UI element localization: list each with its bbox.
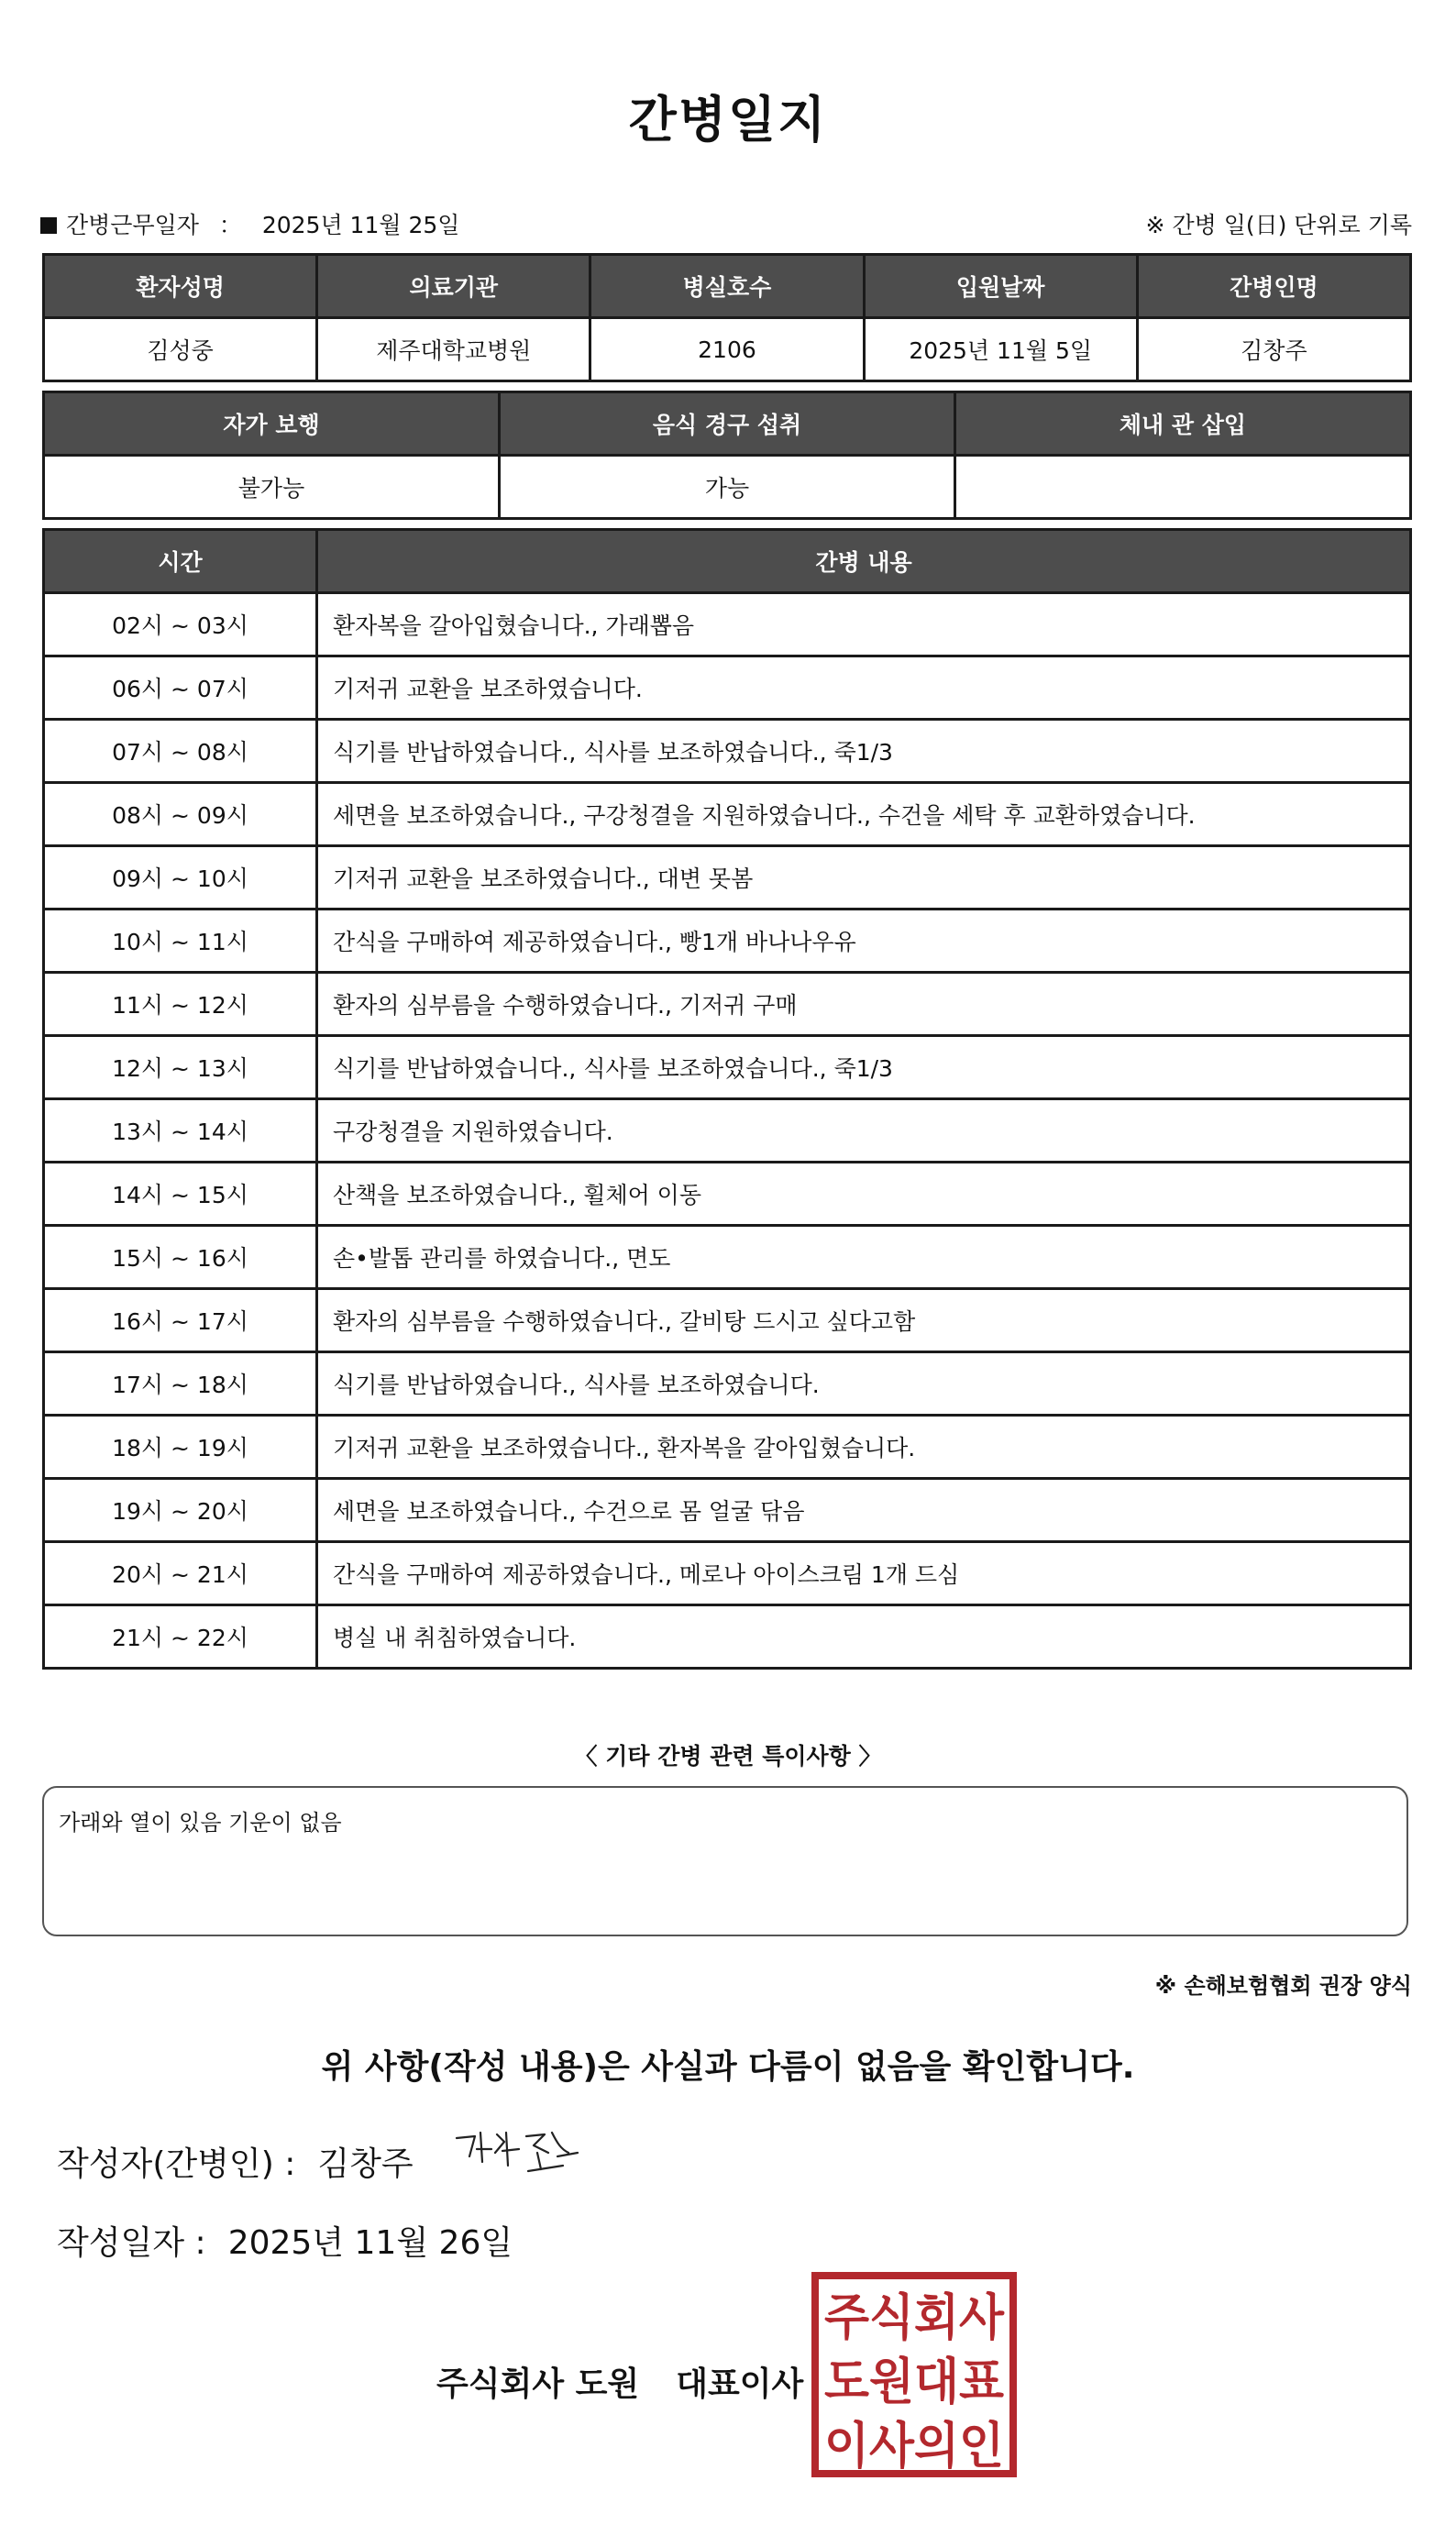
company-seal bbox=[811, 2272, 1017, 2477]
log-time: 19시 ~ 20시 bbox=[44, 1479, 317, 1542]
patient-info-header-row bbox=[44, 255, 1411, 318]
care-log-table bbox=[42, 528, 1412, 1670]
log-content: 식기를 반납하였습니다., 식사를 보조하였습니다., 죽1/3 bbox=[317, 1036, 1411, 1099]
seal-text-line: 도원대표 bbox=[824, 2353, 1004, 2410]
log-content: 식기를 반납하였습니다., 식사를 보조하였습니다., 죽1/3 bbox=[317, 720, 1411, 783]
header-patient-name: 환자성명 bbox=[44, 255, 317, 318]
header-tube-insertion: 체내 관 삽입 bbox=[955, 392, 1411, 456]
page-title: 간병일지 bbox=[628, 91, 828, 149]
log-content: 기저귀 교환을 보조하였습니다., 대변 못봄 bbox=[317, 846, 1411, 910]
log-content: 환자의 심부름을 수행하였습니다., 기저귀 구매 bbox=[317, 973, 1411, 1036]
care-log-row bbox=[44, 1416, 1411, 1479]
log-content: 식기를 반납하였습니다., 식사를 보조하였습니다. bbox=[317, 1352, 1411, 1416]
log-content: 기저귀 교환을 보조하였습니다. bbox=[317, 656, 1411, 720]
log-content: 손•발톱 관리를 하였습니다., 면도 bbox=[317, 1226, 1411, 1289]
care-log-row bbox=[44, 1542, 1411, 1605]
care-log-row bbox=[44, 783, 1411, 846]
log-content: 세면을 보조하였습니다., 구강청결을 지원하였습니다., 수건을 세탁 후 교환하였습니다. bbox=[317, 783, 1411, 846]
writer-name: 김창주 bbox=[317, 2145, 414, 2183]
log-content: 세면을 보조하였습니다., 수건으로 몸 얼굴 닦음 bbox=[317, 1479, 1411, 1542]
handwritten-signature bbox=[449, 2125, 596, 2180]
patient-info-table bbox=[42, 253, 1412, 382]
patient-name: 김성중 bbox=[44, 318, 317, 381]
log-time: 06시 ~ 07시 bbox=[44, 656, 317, 720]
log-content: 구강청결을 지원하였습니다. bbox=[317, 1099, 1411, 1163]
care-log-row bbox=[44, 1036, 1411, 1099]
log-content: 병실 내 취침하였습니다. bbox=[317, 1605, 1411, 1669]
log-time: 11시 ~ 12시 bbox=[44, 973, 317, 1036]
company-line bbox=[436, 2358, 803, 2405]
status-header-row bbox=[44, 392, 1411, 456]
patient-info-value-row bbox=[44, 318, 1411, 381]
care-log-row bbox=[44, 656, 1411, 720]
log-content: 간식을 구매하여 제공하였습니다., 빵1개 바나나우유 bbox=[317, 910, 1411, 973]
writer-label: 작성자(간병인) : bbox=[57, 2145, 296, 2183]
seal-text-line: 주식회사 bbox=[824, 2288, 1005, 2346]
header-time: 시간 bbox=[44, 530, 317, 593]
header-admission-date: 입원날짜 bbox=[864, 255, 1137, 318]
log-time: 16시 ~ 17시 bbox=[44, 1289, 317, 1352]
log-time: 14시 ~ 15시 bbox=[44, 1163, 317, 1226]
hospital: 제주대학교병원 bbox=[317, 318, 590, 381]
log-time: 18시 ~ 19시 bbox=[44, 1416, 317, 1479]
care-log-body bbox=[44, 593, 1411, 1669]
self-walking: 불가능 bbox=[44, 456, 500, 519]
care-log-row bbox=[44, 1605, 1411, 1669]
notes-box bbox=[42, 1786, 1408, 1936]
log-content: 환자의 심부름을 수행하였습니다., 갈비탕 드시고 싶다고함 bbox=[317, 1289, 1411, 1352]
header-oral-intake: 음식 경구 섭취 bbox=[500, 392, 955, 456]
notes-heading: 〈 기타 간병 관련 특이사항 〉 bbox=[574, 1743, 882, 1770]
care-log-header-row bbox=[44, 530, 1411, 593]
form-source-note: ※ 손해보험협회 권장 양식 bbox=[1154, 1973, 1412, 1999]
log-time: 21시 ~ 22시 bbox=[44, 1605, 317, 1669]
log-time: 07시 ~ 08시 bbox=[44, 720, 317, 783]
log-time: 20시 ~ 21시 bbox=[44, 1542, 317, 1605]
seal-text-line: 이사의인 bbox=[824, 2417, 1004, 2475]
care-log-row bbox=[44, 720, 1411, 783]
company-title: 대표이사 bbox=[676, 2365, 804, 2403]
work-date-label: 간병근무일자 bbox=[66, 212, 199, 238]
tube-insertion bbox=[955, 456, 1411, 519]
room-number: 2106 bbox=[590, 318, 864, 381]
header-self-walking: 자가 보행 bbox=[44, 392, 500, 456]
care-log-row bbox=[44, 846, 1411, 910]
written-date-value: 2025년 11월 26일 bbox=[227, 2224, 513, 2262]
care-log-row bbox=[44, 973, 1411, 1036]
written-date-line bbox=[57, 2217, 513, 2264]
log-content: 간식을 구매하여 제공하였습니다., 메로나 아이스크림 1개 드심 bbox=[317, 1542, 1411, 1605]
log-content: 환자복을 갈아입혔습니다., 가래뽑음 bbox=[317, 593, 1411, 656]
header-hospital: 의료기관 bbox=[317, 255, 590, 318]
care-log-row bbox=[44, 1479, 1411, 1542]
work-date bbox=[40, 207, 459, 240]
log-time: 15시 ~ 16시 bbox=[44, 1226, 317, 1289]
header-caregiver-name: 간병인명 bbox=[1137, 255, 1410, 318]
confirmation-statement: 위 사항(작성 내용)은 사실과 다름이 없음을 확인합니다. bbox=[321, 2048, 1135, 2086]
log-time: 09시 ~ 10시 bbox=[44, 846, 317, 910]
header-care-content: 간병 내용 bbox=[317, 530, 1411, 593]
care-log-row bbox=[44, 1163, 1411, 1226]
work-date-separator: ： bbox=[218, 212, 242, 238]
square-bullet-icon bbox=[40, 217, 57, 234]
care-log-row bbox=[44, 910, 1411, 973]
care-log-row bbox=[44, 1226, 1411, 1289]
company-name: 주식회사 도원 bbox=[436, 2365, 640, 2403]
care-log-row bbox=[44, 1099, 1411, 1163]
notes-text: 가래와 열이 있음 기운이 없음 bbox=[59, 1810, 342, 1836]
care-log-row bbox=[44, 1352, 1411, 1416]
caregiver-name: 김창주 bbox=[1137, 318, 1410, 381]
log-time: 02시 ~ 03시 bbox=[44, 593, 317, 656]
writer-line bbox=[57, 2138, 414, 2185]
written-date-label: 작성일자 : bbox=[57, 2224, 206, 2262]
log-time: 13시 ~ 14시 bbox=[44, 1099, 317, 1163]
admission-date: 2025년 11월 5일 bbox=[864, 318, 1137, 381]
daily-record-note: ※ 간병 일(日) 단위로 기록 bbox=[1145, 212, 1412, 238]
oral-intake: 가능 bbox=[500, 456, 955, 519]
patient-status-table bbox=[42, 391, 1412, 520]
work-date-value: 2025년 11월 25일 bbox=[261, 212, 460, 238]
status-value-row bbox=[44, 456, 1411, 519]
log-content: 산책을 보조하였습니다., 휠체어 이동 bbox=[317, 1163, 1411, 1226]
header-room-number: 병실호수 bbox=[590, 255, 864, 318]
care-log-row bbox=[44, 1289, 1411, 1352]
log-content: 기저귀 교환을 보조하였습니다., 환자복을 갈아입혔습니다. bbox=[317, 1416, 1411, 1479]
log-time: 10시 ~ 11시 bbox=[44, 910, 317, 973]
log-time: 08시 ~ 09시 bbox=[44, 783, 317, 846]
log-time: 17시 ~ 18시 bbox=[44, 1352, 317, 1416]
care-log-row bbox=[44, 593, 1411, 656]
log-time: 12시 ~ 13시 bbox=[44, 1036, 317, 1099]
